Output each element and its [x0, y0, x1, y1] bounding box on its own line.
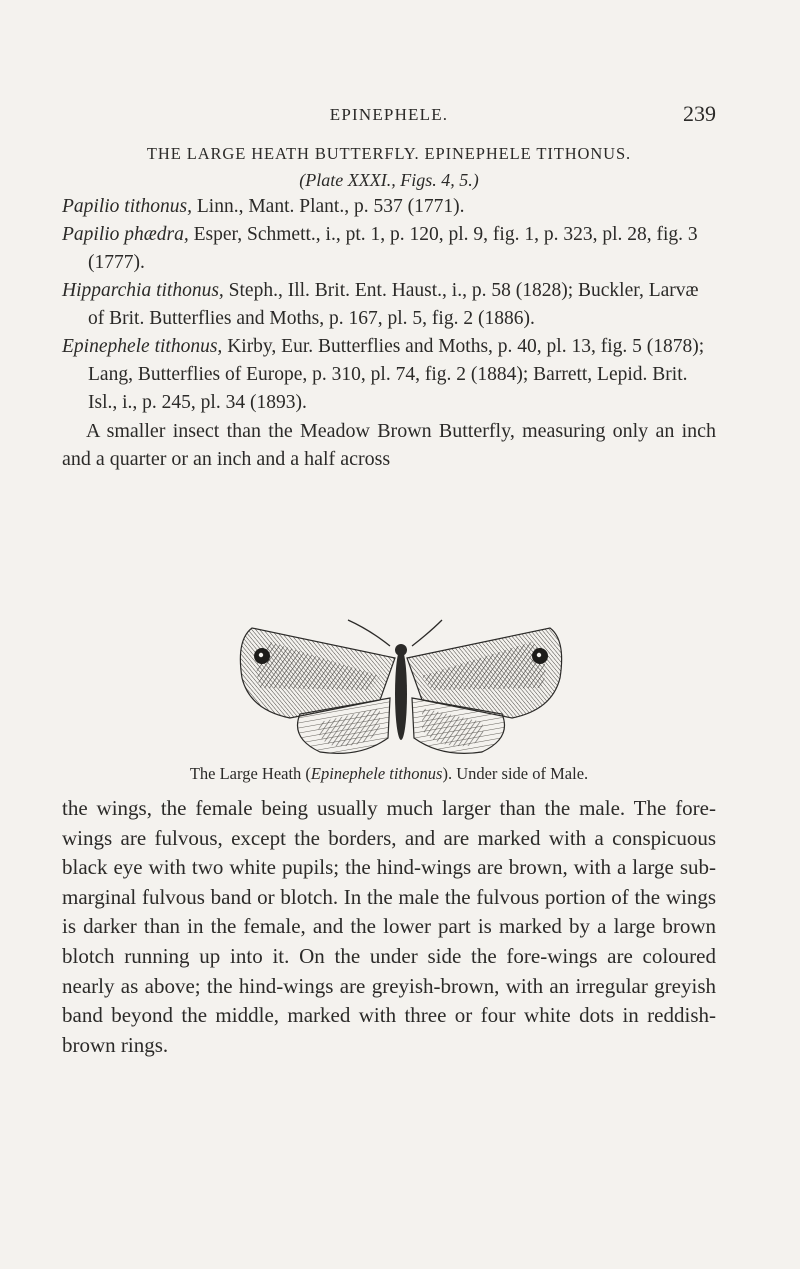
description-paragraph: the wings, the female being usually much larger than the male. The fore-wings are fulvous, except the borders, and are marked with a conspicuous black eye with two white pupils; the hind-wings are brown, with a large sub-marginal fulvous band or blotch. In the male the fulvous portion of the wings is darker than in the female, and the lower part is marked by a large brown blotch running up into it. On the under side the fore-wings are coloured nearly as above; the hind-wings are greyish-brown, with an irregular greyish band beyond the middle, marked with three or four white dots in reddish-brown rings.	[62, 796, 716, 1057]
synonym-entry	[62, 193, 716, 221]
section-heading: THE LARGE HEATH BUTTERFLY. EPINEPHELE TITHONUS.	[146, 144, 632, 163]
butterfly-engraving-icon	[230, 618, 572, 758]
synonym-name: Hipparchia tithonus,	[62, 280, 224, 301]
synonym-name: Papilio phædra,	[62, 224, 189, 245]
synonym-reference: Kirby, Eur. Butterflies and Moths, p. 40, pl. 13, fig. 5 (1878); Lang, Butterflies of Europe, p. 310, pl. 74, fig. 2 (1884); Barrett, Lepid. Brit. Isl., i., p. 245, pl. 34 (1893).	[88, 336, 705, 413]
synonym-reference: Esper, Schmett., i., pt. 1, p. 120, pl. 9, fig. 1, p. 323, pl. 28, fig. 3 (1777).	[88, 224, 698, 273]
synonym-name: Epinephele tithonus,	[62, 336, 223, 357]
synonym-name: Papilio tithonus,	[62, 196, 193, 217]
entry-text	[62, 143, 716, 473]
synonym-entry	[62, 221, 716, 277]
plate-reference: (Plate XXXI., Figs. 4, 5.)	[299, 170, 479, 190]
synonym-entry	[62, 333, 716, 417]
synonym-entry	[62, 277, 716, 333]
page-number: 239	[683, 101, 716, 126]
running-head	[62, 103, 716, 127]
figure-caption: The Large Heath (Epinephele tithonus). Under side of Male.	[189, 764, 589, 783]
butterfly-illustration	[230, 618, 572, 758]
synonym-reference: Steph., Ill. Brit. Ent. Haust., i., p. 58 (1828); Buckler, Larvæ of Brit. Butterflies and Moths, p. 167, pl. 5, fig. 2 (1886).	[88, 280, 699, 329]
intro-paragraph: A smaller insect than the Meadow Brown Butterfly, measuring only an inch and a quarter or an inch and a half across	[62, 420, 716, 470]
running-title: EPINEPHELE.	[329, 105, 449, 124]
synonym-reference: Linn., Mant. Plant., p. 537 (1771).	[192, 196, 465, 217]
description-text	[62, 794, 716, 1060]
